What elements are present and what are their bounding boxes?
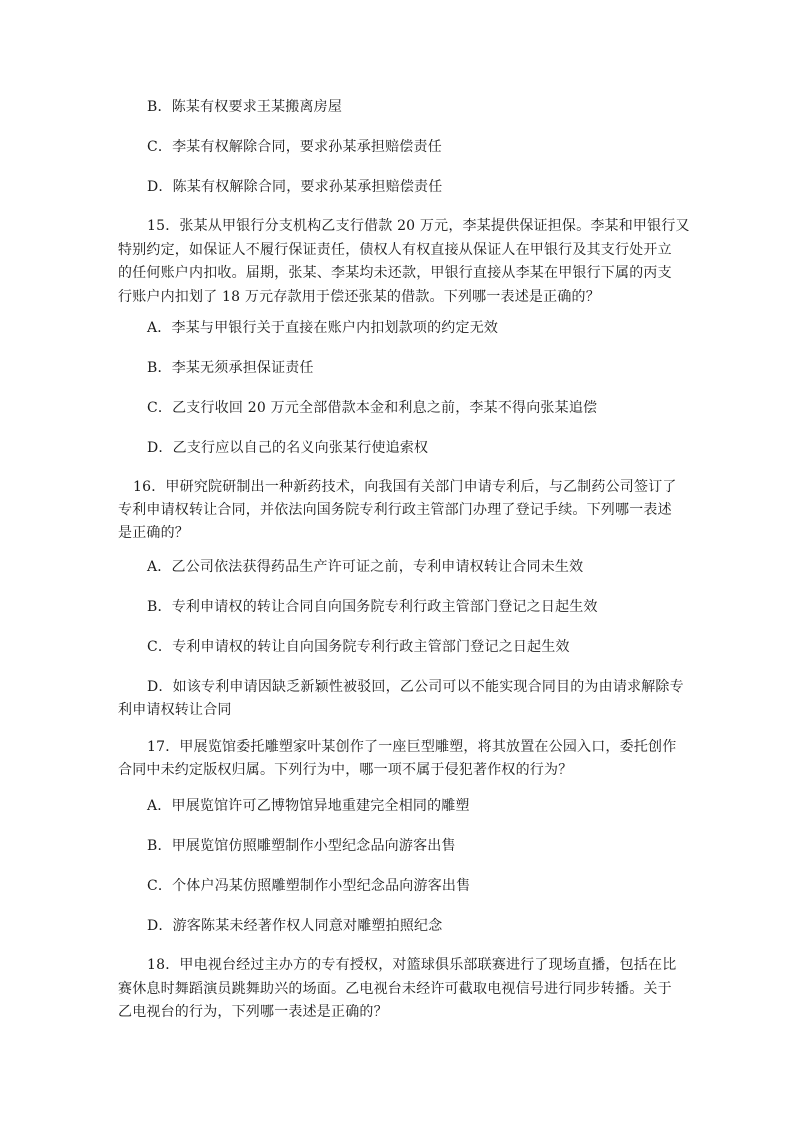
question-15-line-2: 特别约定，如保证人不履行保证责任，债权人有权直接从保证人在甲银行及其支行处开立 bbox=[118, 242, 672, 258]
option-17a: A．甲展览馆许可乙博物馆异地重建完全相同的雕塑 bbox=[147, 798, 470, 814]
option-16a: A．乙公司依法获得药品生产许可证之前，专利申请权转让合同未生效 bbox=[147, 559, 584, 575]
question-17-line-1: 17．甲展览馆委托雕塑家叶某创作了一座巨型雕塑，将其放置在公园入口，委托创作 bbox=[147, 739, 677, 755]
question-18-line-1: 18．甲电视台经过主办方的专有授权，对篮球俱乐部联赛进行了现场直播，包括在比 bbox=[147, 957, 677, 973]
question-16-line-1: 16．甲研究院研制出一种新药技术，向我国有关部门申请专利后，与乙制药公司签订了 bbox=[133, 479, 677, 495]
question-15-line-4: 行账户内扣划了 18 万元存款用于偿还张某的借款。下列哪一表述是正确的？ bbox=[118, 289, 600, 305]
question-15-line-1: 15．张某从甲银行分支机构乙支行借款 20 万元，李某提供保证担保。李某和甲银行又 bbox=[147, 218, 690, 234]
option-16d-line-1: D．如该专利申请因缺乏新颖性被驳回，乙公司可以不能实现合同目的为由请求解除专 bbox=[147, 679, 684, 695]
question-17-line-2: 合同中未约定版权归属。下列行为中，哪一项不属于侵犯著作权的行为？ bbox=[118, 762, 573, 778]
option-14d: D．陈某有权解除合同，要求孙某承担赔偿责任 bbox=[147, 179, 443, 195]
option-16d-line-2: 利申请权转让合同 bbox=[118, 702, 232, 718]
question-16-line-3: 是正确的？ bbox=[118, 525, 189, 541]
option-16b: B．专利申请权的转让合同自向国务院专利行政主管部门登记之日起生效 bbox=[147, 599, 598, 615]
question-15-line-3: 的任何账户内扣收。届期，张某、李某均未还款，甲银行直接从李某在甲银行下属的丙支 bbox=[118, 265, 672, 281]
option-15d: D．乙支行应以自己的名义向张某行使追索权 bbox=[147, 440, 429, 456]
option-16c: C．专利申请权的转让自向国务院专利行政主管部门登记之日起生效 bbox=[147, 639, 570, 655]
option-14b: B．陈某有权要求王某搬离房屋 bbox=[147, 99, 343, 115]
option-15c: C．乙支行收回 20 万元全部借款本金和利息之前，李某不得向张某追偿 bbox=[147, 400, 598, 416]
option-14c: C．李某有权解除合同，要求孙某承担赔偿责任 bbox=[147, 139, 442, 155]
question-16-line-2: 专利申请权转让合同，并依法向国务院专利行政主管部门办理了登记手续。下列哪一表述 bbox=[118, 502, 672, 518]
option-17d: D．游客陈某未经著作权人同意对雕塑拍照纪念 bbox=[147, 918, 443, 934]
option-15b: B．李某无须承担保证责任 bbox=[147, 360, 314, 376]
question-18-line-2: 赛休息时舞蹈演员跳舞助兴的场面。乙电视台未经许可截取电视信号进行同步转播。关于 bbox=[118, 981, 672, 997]
option-17b: B．甲展览馆仿照雕塑制作小型纪念品向游客出售 bbox=[147, 838, 456, 854]
option-15a: A．李某与甲银行关于直接在账户内扣划款项的约定无效 bbox=[147, 320, 499, 336]
option-17c: C．个体户冯某仿照雕塑制作小型纪念品向游客出售 bbox=[147, 878, 471, 894]
question-18-line-3: 乙电视台的行为，下列哪一表述是正确的？ bbox=[118, 1004, 388, 1020]
